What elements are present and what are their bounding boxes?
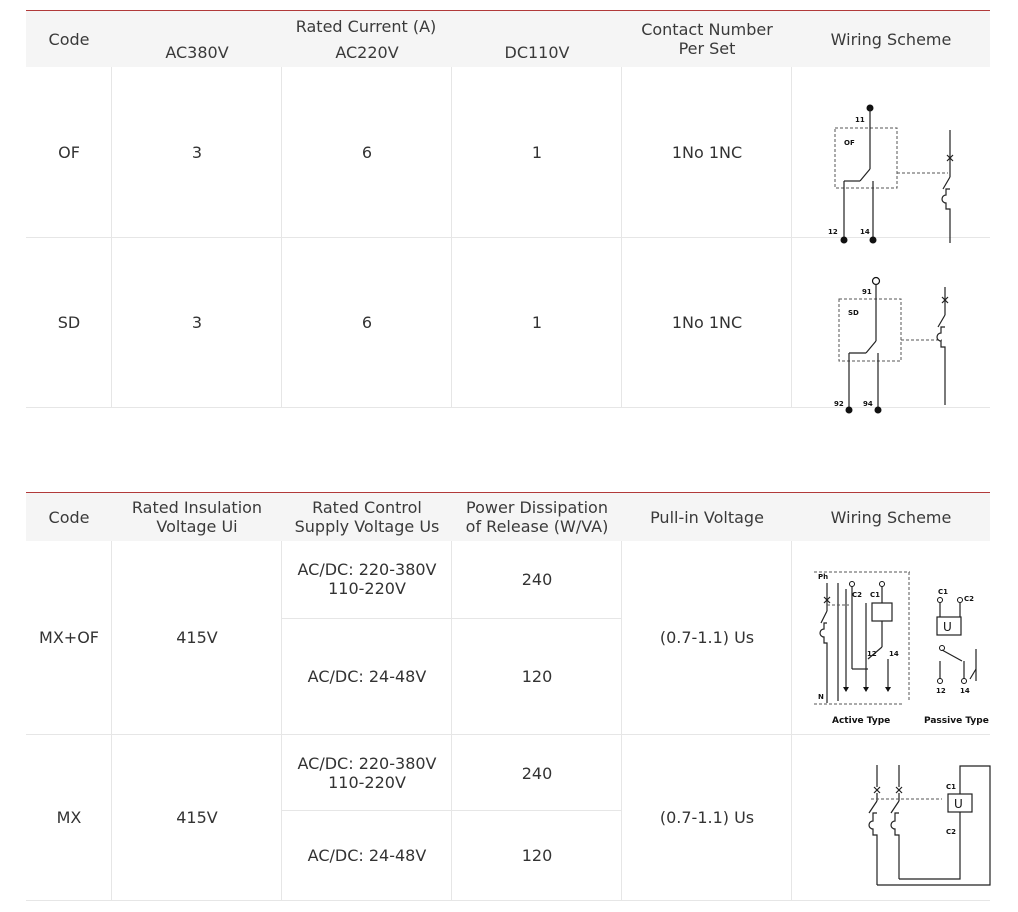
cell-power: 240 [521,569,553,589]
label-u: U [943,620,952,634]
header-code: Code [48,29,90,49]
label-12: 12 [867,650,877,658]
header-wiring-scheme: Wiring Scheme [830,507,952,527]
label-c1: C1 [870,591,881,599]
cell-ac380v: 3 [191,312,203,332]
label-active-type: Active Type [832,716,891,726]
label-passive-type: Passive Type [924,716,989,726]
table-shunt-release [26,492,990,902]
header-power-dissipation: Power Dissipation of Release (W/VA) [465,498,609,536]
diagram-label: SD [848,309,859,317]
header-wiring-scheme: Wiring Scheme [830,29,952,49]
cell-power: 240 [521,763,553,783]
cell-code: OF [58,142,80,162]
diagram-label: OF [844,139,855,147]
terminal-left: 12 [828,228,838,236]
label-c2: C2 [852,591,863,599]
cell-ac220v: 6 [361,312,373,332]
cell-dc110v: 1 [531,142,543,162]
terminal-top: 11 [855,116,865,124]
table-auxiliary-contacts [26,10,990,408]
cell-code: MX+OF [39,628,99,647]
cell-insulation: 415V [176,628,218,647]
terminal-right: 94 [863,400,873,408]
header-pull-in-voltage: Pull-in Voltage [650,507,764,527]
label-14: 14 [889,650,899,658]
cell-code: SD [57,312,81,332]
cell-pull-in: (0.7-1.1) Us [659,808,755,827]
wiring-diagram-of [792,67,990,237]
terminal-top: 91 [862,288,872,296]
label-n: N [818,693,824,701]
cell-control-voltage: AC/DC: 24-48V [307,846,427,865]
table-header [26,11,990,67]
terminal-right: 14 [860,228,870,236]
wiring-diagram-mx [792,735,990,900]
label-ph: Ph [818,573,829,581]
header-rated-current: Rated Current (A) [295,16,437,36]
header-rated-insulation: Rated Insulation Voltage Ui [131,498,263,536]
cell-ac220v: 6 [361,142,373,162]
cell-control-voltage: AC/DC: 24-48V [307,667,427,686]
cell-ac380v: 3 [191,142,203,162]
header-ac380v: AC380V [165,42,229,62]
cell-code: MX [56,808,82,827]
cell-insulation: 415V [176,808,218,827]
table-header [26,493,990,541]
wiring-diagram-mx-of [792,541,990,734]
label-14: 14 [960,687,970,695]
label-12: 12 [936,687,946,695]
cell-power: 120 [521,667,553,686]
label-c2: C2 [964,595,975,603]
cell-pull-in: (0.7-1.1) Us [659,628,755,647]
header-code: Code [48,507,90,527]
cell-control-voltage: AC/DC: 220-380V 110-220V [297,754,437,792]
header-ac220v: AC220V [335,42,399,62]
terminal-left: 92 [834,400,844,408]
cell-contact: 1No 1NC [671,312,743,332]
cell-power: 120 [521,846,553,865]
cell-control-voltage: AC/DC: 220-380V 110-220V [297,560,437,598]
header-dc110v: DC110V [504,42,570,62]
header-contact-number: Contact Number Per Set [641,20,773,58]
label-c1: C1 [946,783,957,791]
cell-contact: 1No 1NC [671,142,743,162]
label-c1: C1 [938,588,949,596]
wiring-diagram-sd [792,237,990,407]
label-u: U [954,797,963,811]
label-c2: C2 [946,828,957,836]
cell-dc110v: 1 [531,312,543,332]
header-rated-control: Rated Control Supply Voltage Us [294,498,440,536]
